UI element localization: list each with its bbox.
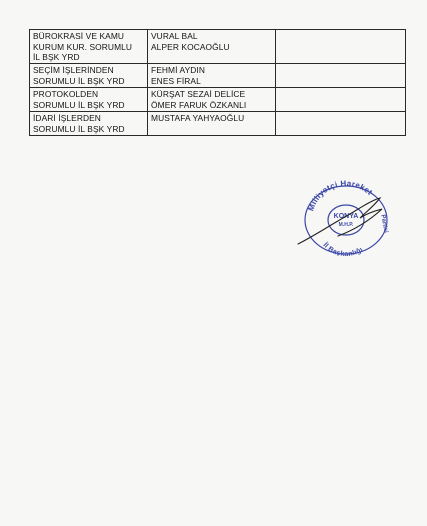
person-name: ÖMER FARUK ÖZKANLI [151, 99, 247, 110]
role-line: SORUMLU İL BŞK YRD [33, 99, 125, 110]
seal-ring-top-text: Milliyetçi Hareket [306, 178, 375, 213]
role-line: İDARİ İŞLERDEN [33, 113, 101, 123]
table-row [30, 64, 406, 88]
role-line: SORUMLU İL BŞK YRD [33, 75, 125, 86]
svg-text:Milliyetçi Hareket [306, 179, 374, 212]
table-row [30, 112, 406, 136]
notes-cell [276, 64, 406, 88]
role-cell [30, 88, 148, 112]
names-cell [148, 88, 276, 112]
role-line: İL BŞK YRD [33, 52, 80, 63]
role-line: BÜROKRASİ VE KAMU [33, 31, 125, 41]
svg-text:İl Başkanlığı [321, 241, 364, 256]
notes-cell [276, 88, 406, 112]
names-cell [148, 30, 276, 64]
table-row [30, 88, 406, 112]
person-name: FEHMİ AYDIN [151, 65, 205, 75]
seal-center-subtext: M.H.P. [338, 222, 354, 228]
role-cell [30, 30, 148, 64]
officials-table [29, 29, 406, 136]
seal-ring-bottom-text: İl Başkanlığı [321, 241, 365, 256]
person-name: VURAL BAL [151, 31, 198, 41]
seal-center-text: KONYA [333, 213, 359, 220]
seal-icon [294, 178, 394, 256]
notes-cell [276, 30, 406, 64]
person-name: ALPER KOCAOĞLU [151, 41, 230, 52]
role-line: SEÇİM İŞLERİNDEN [33, 65, 114, 75]
names-cell [148, 64, 276, 88]
person-name: ENES FİRAL [151, 75, 201, 86]
person-name: KÜRŞAT SEZAİ DELİCE [151, 89, 246, 99]
table-row [30, 30, 406, 64]
role-cell [30, 64, 148, 88]
person-name: MUSTAFA YAHYAOĞLU [151, 113, 245, 123]
role-line: PROTOKOLDEN [33, 89, 99, 99]
notes-cell [276, 112, 406, 136]
role-cell [30, 112, 148, 136]
names-cell [148, 112, 276, 136]
role-line: SORUMLU İL BŞK YRD [33, 123, 125, 134]
role-line: KURUM KUR. SORUMLU [33, 41, 133, 52]
seal-ring-side-text: Partisi [379, 214, 389, 234]
official-seal-stamp [294, 178, 394, 256]
seal-inner-ring [328, 205, 364, 235]
